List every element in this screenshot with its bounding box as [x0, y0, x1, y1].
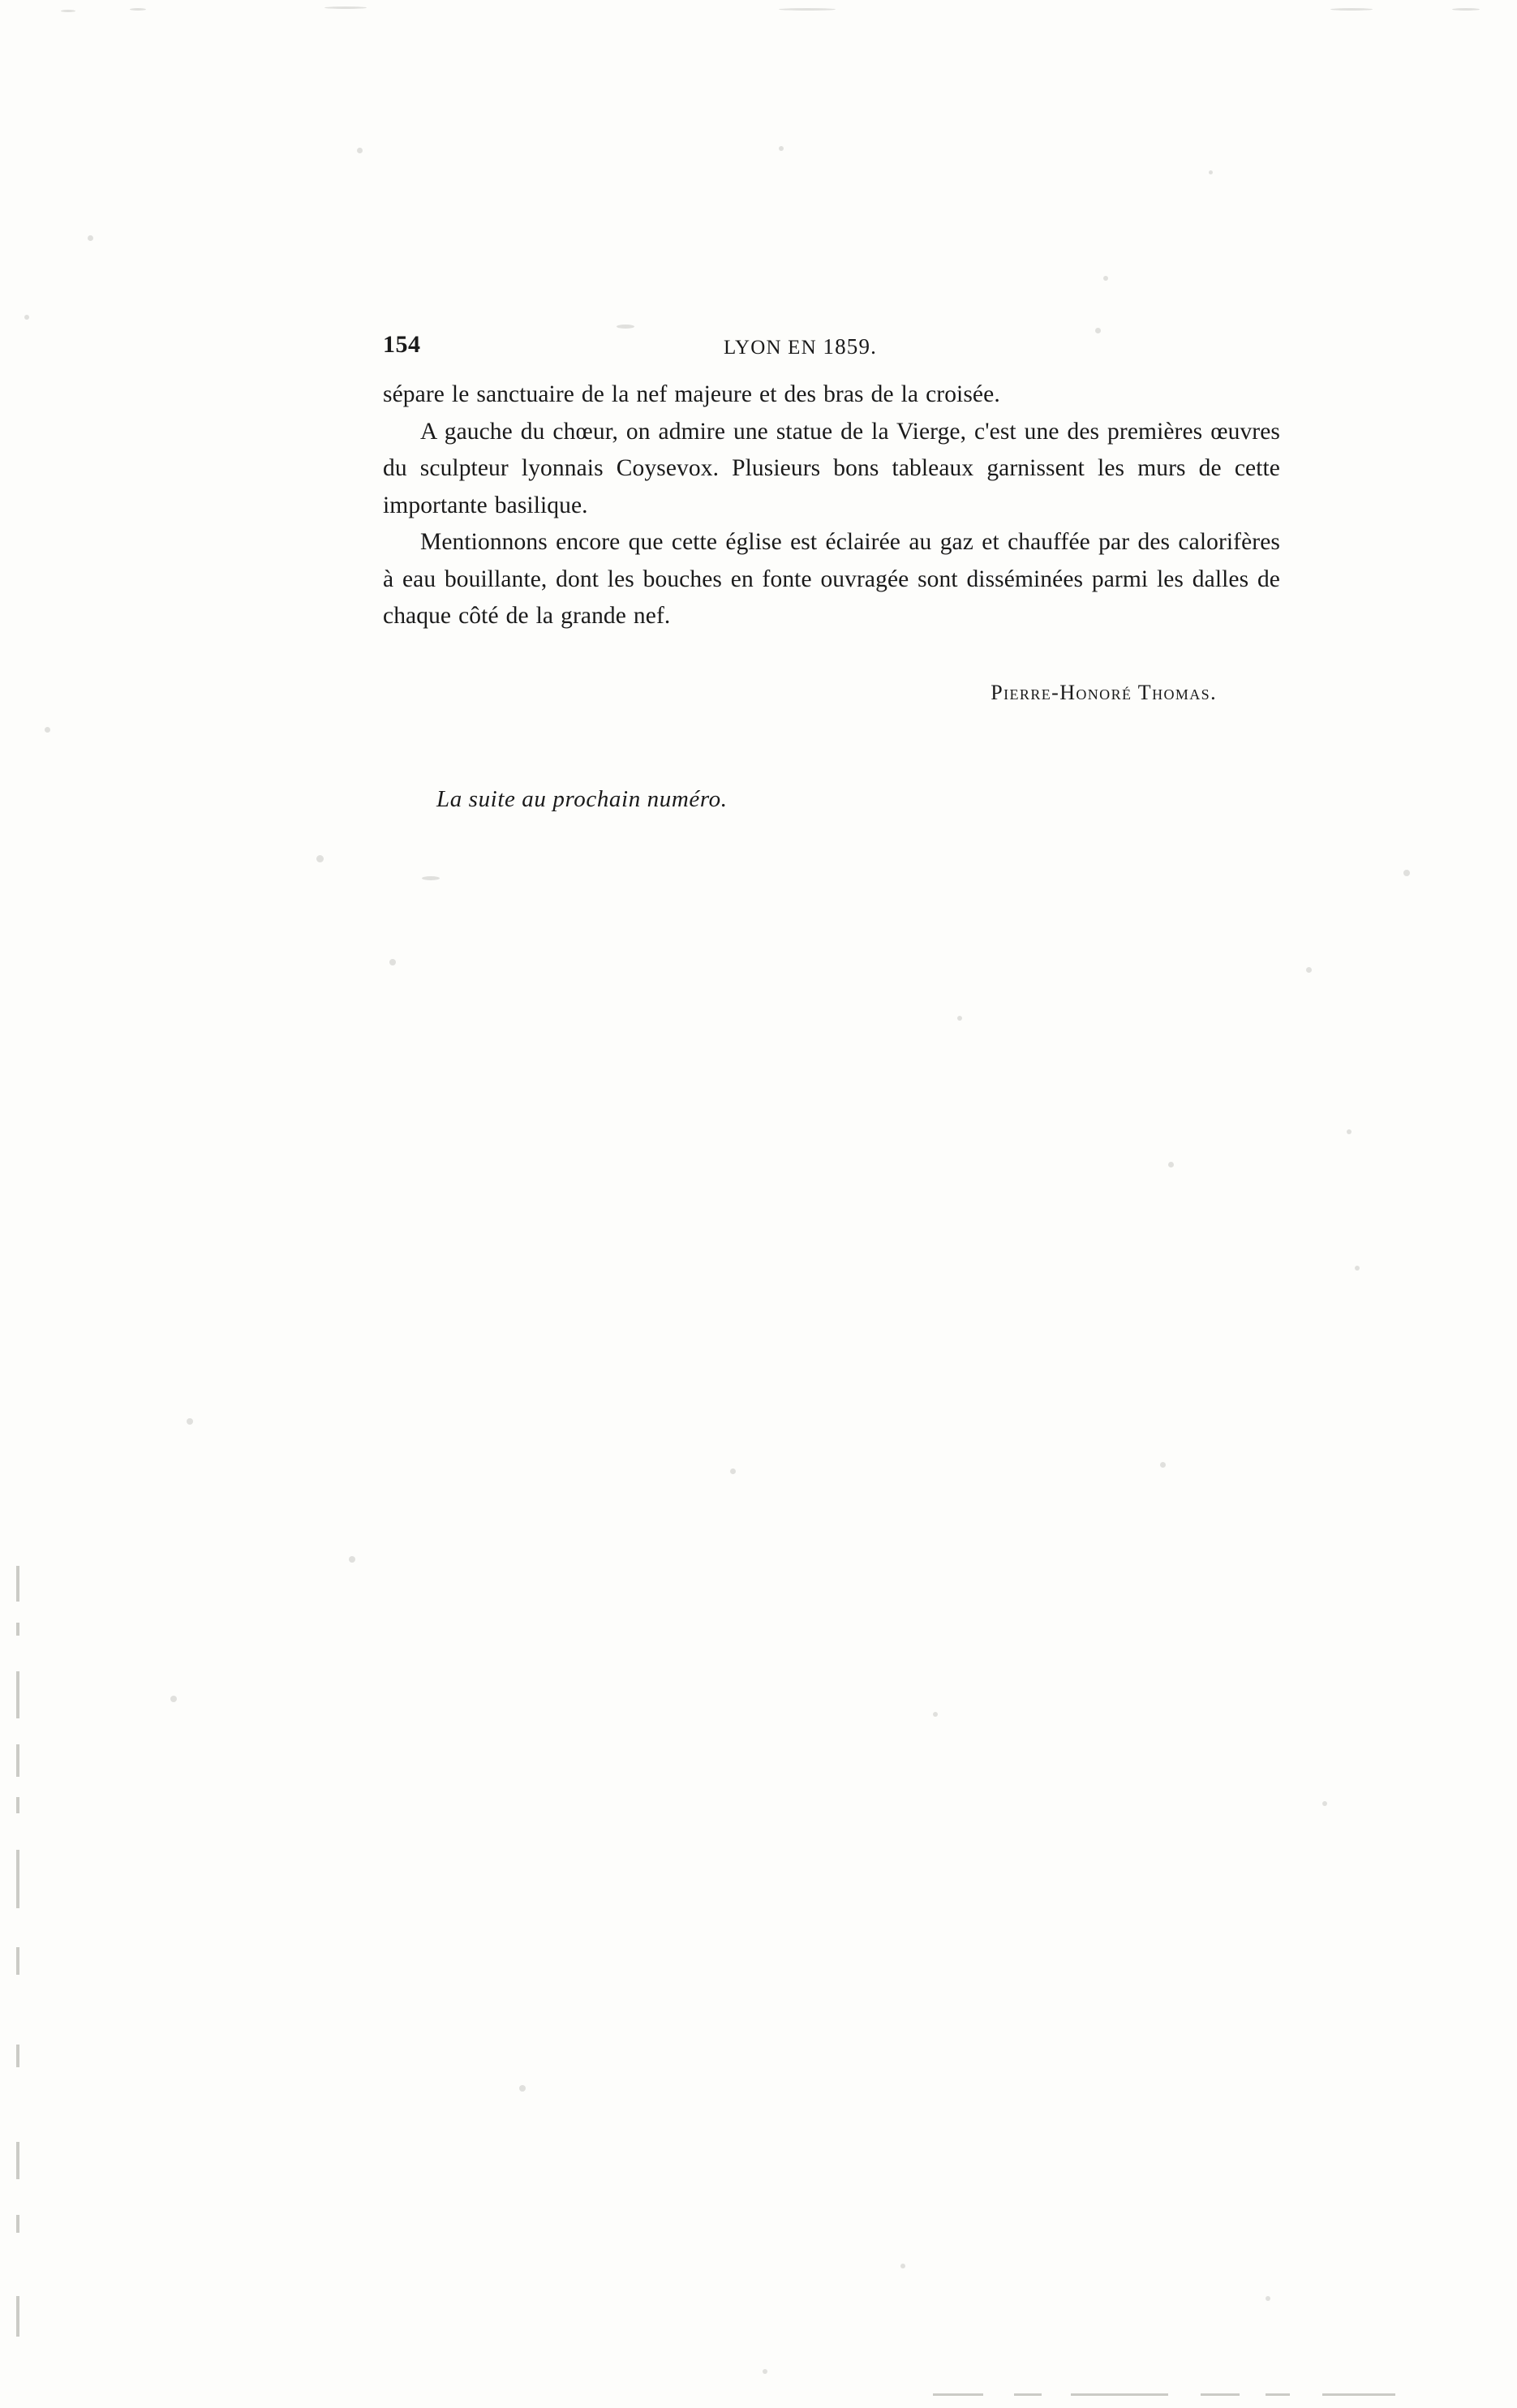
scan-speck — [779, 146, 784, 151]
page-header — [383, 325, 1280, 370]
bottom-bleed-mark — [1322, 2393, 1395, 2396]
gutter-bleed-mark — [16, 2045, 19, 2067]
scan-speck — [1160, 1462, 1166, 1468]
gutter-bleed-mark — [16, 1671, 19, 1718]
running-title — [724, 334, 877, 359]
gutter-bleed-mark — [16, 1566, 19, 1602]
continuation-note: La suite au prochain numéro. — [436, 785, 728, 812]
gutter-bleed-mark — [16, 1623, 19, 1636]
gutter-bleed-mark — [16, 1744, 19, 1777]
scan-speck — [61, 10, 75, 12]
scan-speck — [1452, 8, 1480, 11]
scan-speck — [324, 6, 367, 9]
scan-speck — [1168, 1162, 1174, 1167]
scan-speck — [1306, 967, 1312, 973]
gutter-bleed-mark — [16, 2142, 19, 2179]
gutter-bleed-mark — [16, 1797, 19, 1813]
scan-speck — [519, 2085, 526, 2092]
scan-speck — [957, 1016, 962, 1021]
running-title-text: LYON EN — [724, 337, 817, 359]
scan-speck — [730, 1468, 736, 1474]
author-signature: Pierre-Honoré Thomas. — [991, 680, 1217, 704]
scan-speck — [349, 1556, 355, 1563]
scan-speck — [130, 8, 146, 11]
bottom-bleed-mark — [1266, 2393, 1290, 2396]
scan-speck — [1355, 1266, 1360, 1271]
scan-speck — [900, 2264, 905, 2268]
page-number: 154 — [383, 331, 421, 358]
paragraph: sépare le sanctuaire de la nef majeure et des bras de la croisée. — [383, 381, 1000, 407]
scan-speck — [1209, 170, 1213, 174]
paragraph: Mentionnons encore que cette église est éclairée au gaz et chauffée par des calorifères à eau bouillante, dont les bouches en fonte ouvragée sont disséminées parmi les dalles de chaque côté de la grande nef. — [383, 529, 1280, 629]
scan-speck — [779, 8, 836, 11]
page-text-block — [383, 325, 1280, 813]
scan-speck — [1103, 276, 1108, 281]
bottom-bleed-mark — [1201, 2393, 1240, 2396]
scan-speck — [24, 315, 29, 320]
bottom-bleed-mark — [1014, 2393, 1042, 2396]
scan-speck — [357, 148, 363, 153]
scan-speck — [88, 235, 93, 241]
scan-speck — [763, 2369, 767, 2374]
scan-speck — [389, 959, 396, 965]
scan-speck — [422, 876, 440, 880]
scan-speck — [1322, 1801, 1327, 1806]
gutter-bleed-mark — [16, 1850, 19, 1908]
scan-speck — [316, 855, 324, 862]
scan-speck — [1347, 1129, 1352, 1134]
scan-speck — [45, 727, 50, 733]
gutter-bleed-mark — [16, 1947, 19, 1975]
scan-speck — [170, 1696, 177, 1702]
gutter-bleed-mark — [16, 2296, 19, 2337]
scan-speck — [187, 1418, 193, 1425]
scan-speck — [933, 1712, 938, 1717]
scan-speck — [1266, 2296, 1270, 2301]
paragraph: A gauche du chœur, on admire une statue de la Vierge, c'est une des premières œuvres du sculpteur lyonnais Coysevox. Plusieurs bons tableaux garnissent les murs de cette importante basilique. — [383, 418, 1280, 518]
running-title-year: 1859. — [823, 334, 878, 359]
bottom-bleed-mark — [933, 2393, 983, 2396]
scan-speck — [1330, 8, 1373, 11]
bottom-bleed-mark — [1071, 2393, 1168, 2396]
gutter-bleed-mark — [16, 2215, 19, 2233]
scan-speck — [1403, 870, 1410, 876]
